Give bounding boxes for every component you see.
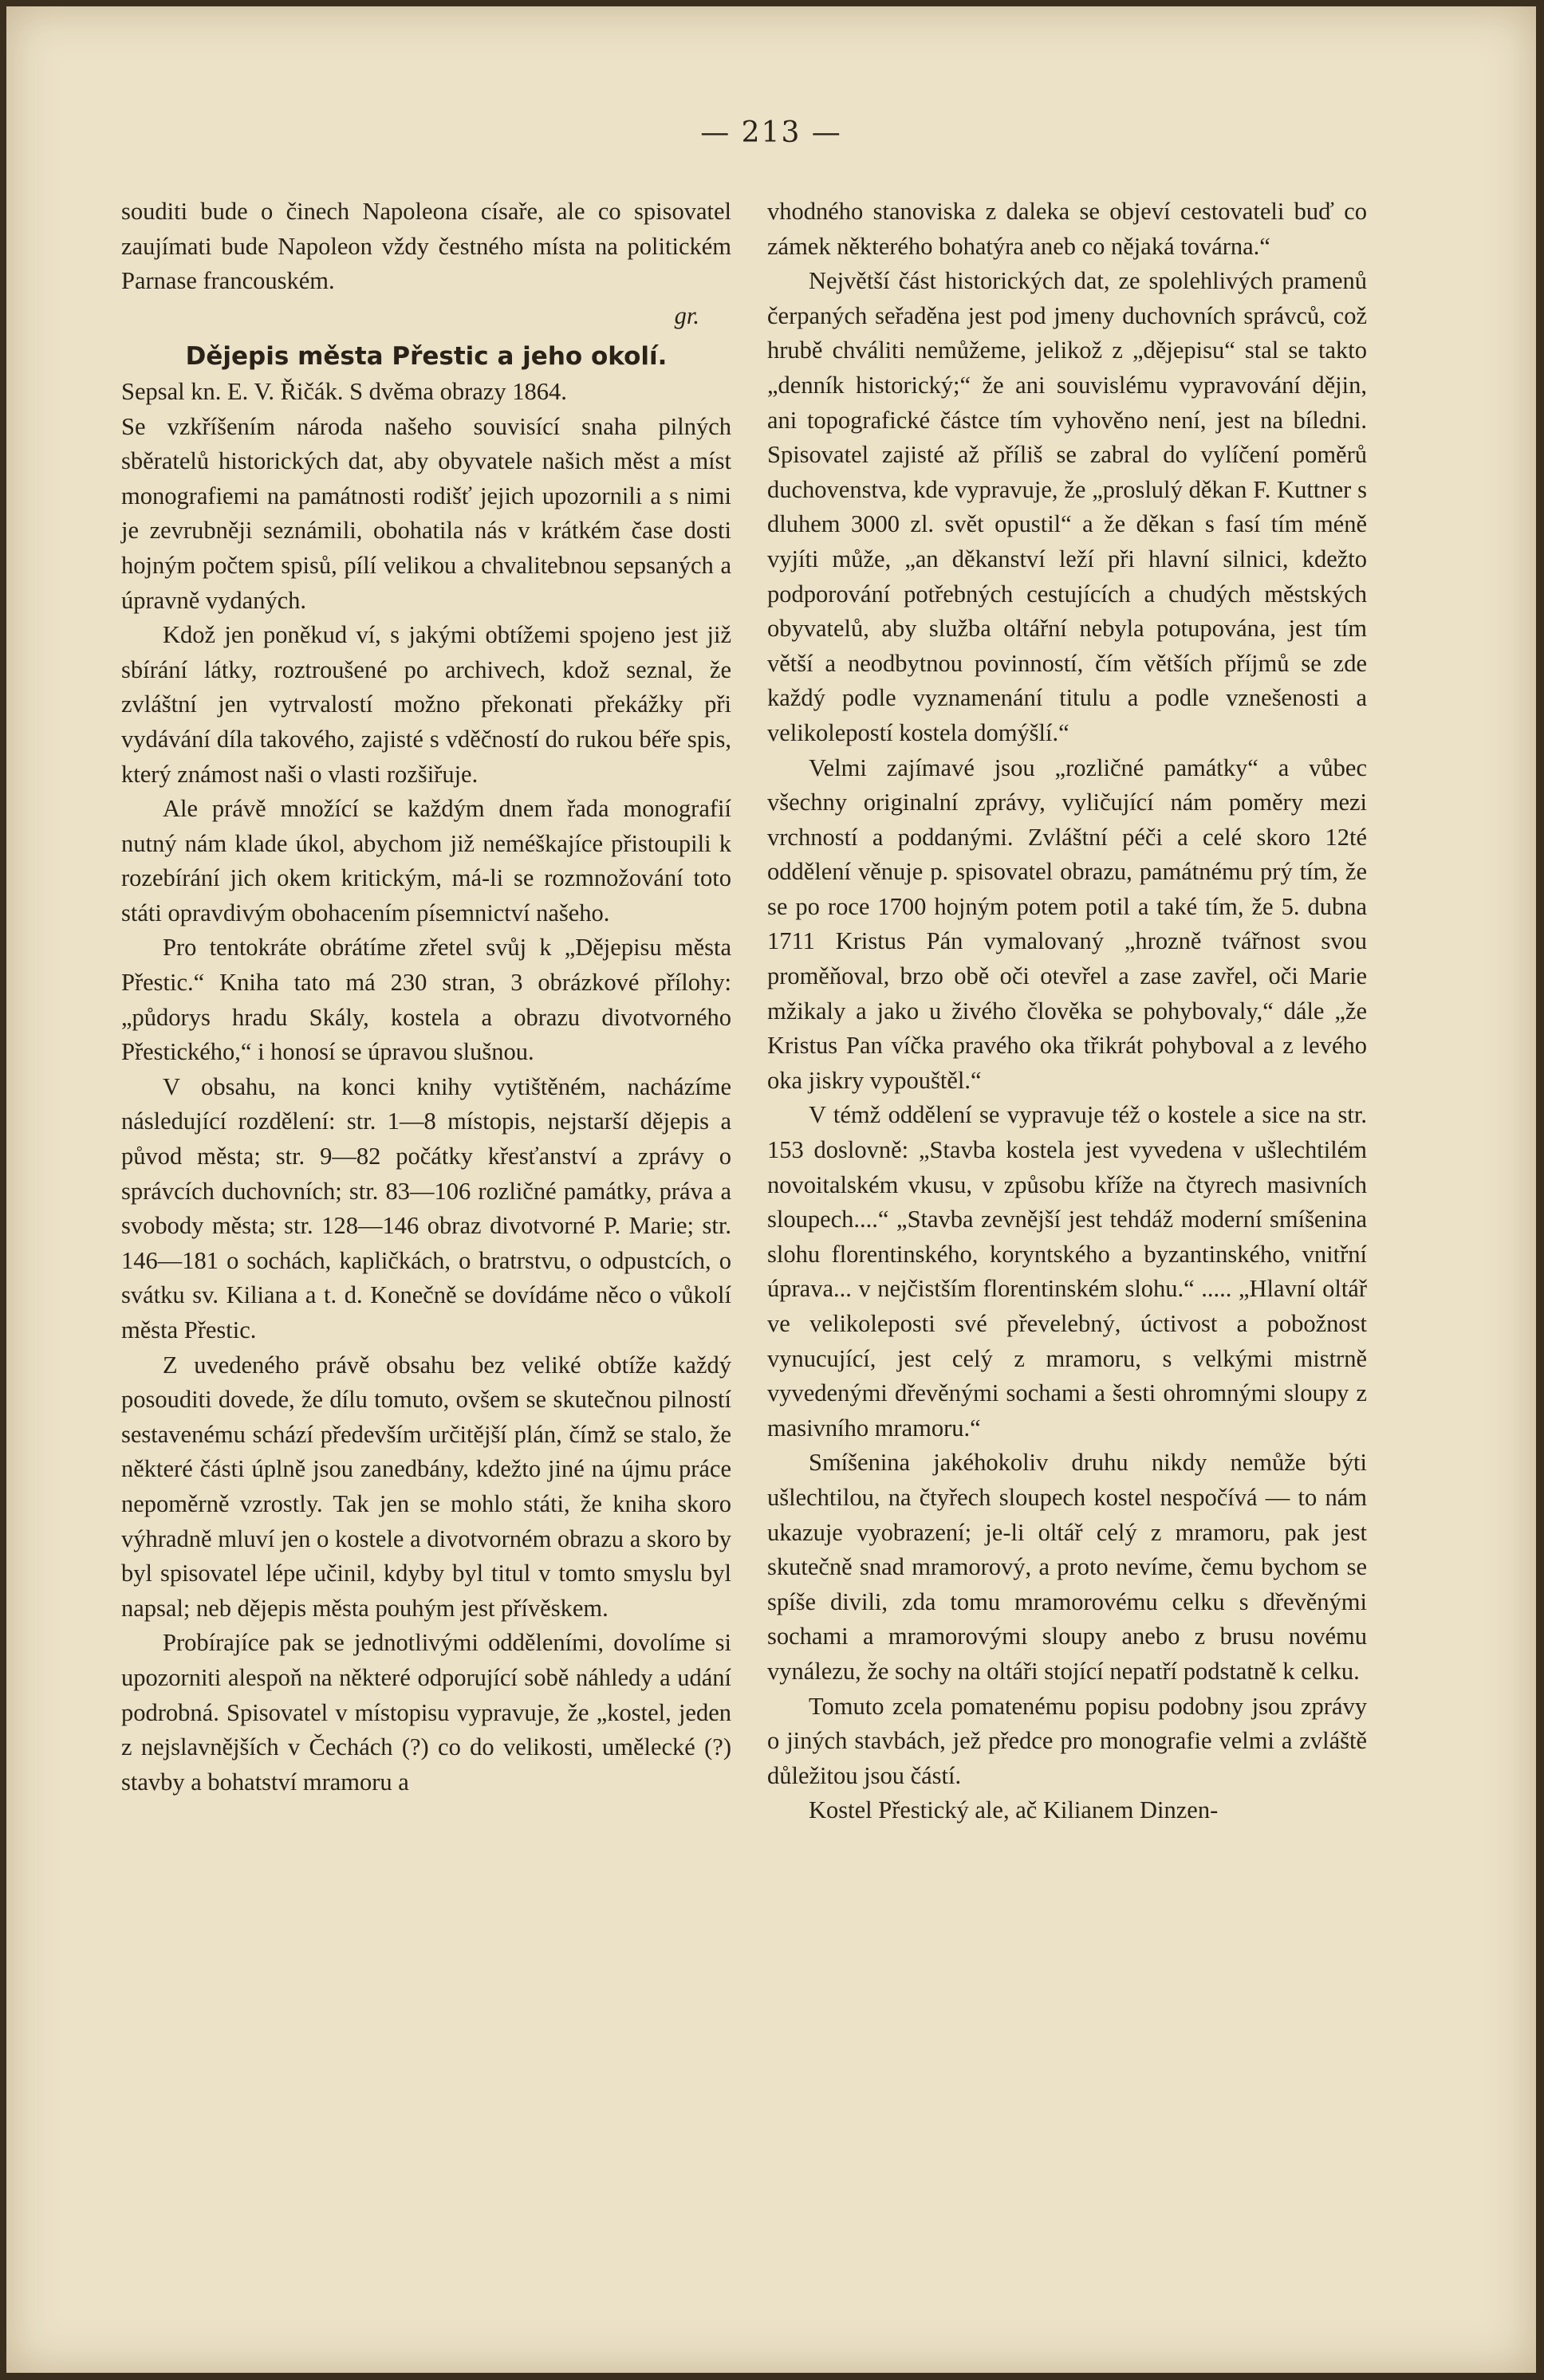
review-title: Dějepis města Přestic a jeho okolí. [185, 342, 668, 372]
page-number: — 213 — [700, 116, 842, 149]
left-column [121, 195, 731, 1800]
paragraph: Smíšenina jakéhokoliv druhu nikdy nemůže býti ušlechtilou, na čtyřech sloupech kostel nespočívá — to nám ukazuje vyobrazení; je-li oltář celý z mramoru, pak jest skutečně snad mramorový, a proto nevíme, čemu bychom se spíše divili, zda tomu mramorovému celku s dřevěnými sochami a mramorovými sloupy anebo z brusu novému vynálezu, že sochy na oltáři stojící nepatří podstatně k celku. [767, 1449, 1367, 1685]
paragraph: Kdož jen poněkud ví, s jakými obtížemi spojeno jest již sbírání látky, roztroušené po archivech, kdož seznal, že zvláštní jen vytrvalostí možno překonati překážky při vydávání díla takového, zajisté s vděčností do rukou béře spis, který známost naši o vlasti rozšiřuje. [121, 621, 731, 788]
paragraph: vhodného stanoviska z daleka se objeví cestovateli buď co zámek některého bohatýra aneb co nějaká továrna.“ [767, 198, 1367, 260]
right-column [767, 195, 1367, 1828]
paragraph: V obsahu, na konci knihy vytištěném, nacházíme následující rozdělení: str. 1—8 místopis, nejstarší dějepis a původ města; str. 9—82 počátky křesťanství a zprávy o správcích duchovních; str. 83—106 rozličné památky, práva a svobody města; str. 128—146 obraz divotvorné P. Marie; str. 146—181 o sochách, kapličkách, o bratrstvu, o odpustcích, o svátku sv. Kiliana a t. d. Konečně se dovídáme něco o vůkolí města Přestic. [121, 1072, 731, 1343]
paragraph: Ale právě množící se každým dnem řada monografií nutný nám klade úkol, abychom již neméškajíce přistoupili k rozebírání jich okem kritickým, má-li se rozmnožování toto státi opravdivým obohacením písemnictví našeho. [121, 795, 731, 926]
paragraph: Kostel Přestický ale, ač Kilianem Dinzen- [809, 1796, 1219, 1824]
paragraph: Největší část historických dat, ze spolehlivých pramenů čerpaných seřaděna jest pod jmeny duchovních správců, což hrubě chváliti nemůžeme, jelikož z „dějepisu“ stal se takto „denník historický;“ že ani souvislému vypravování dějin, ani topografické částce tím vyhověno není, jest na bíledni. Spisovatel zajisté až příliš se zabral do vylíčení poměrů duchovenstva, kde vypravuje, že „proslulý děkan F. Kuttner s dluhem 3000 zl. svět opustil“ a že děkan s fasí tím méně vyjíti může, „an děkanství leží při hlavní silnici, kdežto podporování potřebných cestujících a chudých městských obyvatelů, aby služba oltářní nebyla potupována, jest tím větší a neodbytnou povinností, čím větších příjmů se zde každý podle vyznamenání titulu a podle vznešenosti a velikolepostí kostela domýšlí.“ [767, 267, 1367, 746]
page [6, 6, 1536, 2373]
paragraph: V témž oddělení se vypravuje též o kostele a sice na str. 153 doslovně: „Stavba kostela jest vyvedena v ušlechtilém novoitalském vkusu, v způsobu kříže na čtyrech masivních sloupech....“ „Stavba zevnější jest tehdáž moderní smíšenina slohu florentinského, koryntského a byzantinského, vnitřní úprava... v nejčistším florentinském slohu.“ ..... „Hlavní oltář ve velikoleposti své převelebný, úctivost a pobožnost vynucující, jest celý z mramoru, s velkými mistrně vyvedenými dřevěnými sochami a šesti ohromnými sloupy z masivního mramoru.“ [767, 1101, 1367, 1442]
paragraph: Pro tentokráte obrátíme zřetel svůj k „Dějepisu města Přestic.“ Kniha tato má 230 stran, 3 obrázkové přílohy: „půdorys hradu Skály, kostela a obrazu divotvorného Přestického,“ i honosí se úpravou slušnou. [121, 934, 731, 1066]
paragraph: Tomuto zcela pomatenému popisu podobny jsou zprávy o jiných stavbách, jež předce pro monografie velmi a zvláště důležitou jsou částí. [767, 1692, 1367, 1789]
review-meta: Sepsal kn. E. V. Řičák. S dvěma obrazy 1864. [121, 377, 567, 405]
author-signature: gr. [674, 301, 699, 329]
paragraph: souditi bude o činech Napoleona císaře, ale co spisovatel zaujímati bude Napoleon vždy čestného místa na politickém Parnase francouském. [121, 198, 731, 295]
paragraph: Se vzkříšením národa našeho souvisící snaha pilných sběratelů historických dat, aby obyvatele našich měst a míst monografiemi na památnosti rodišť jejich upozornili a s nimi je zevrubněji seznámili, obohatila nás v krátkém čase dosti hojným počtem spisů, pílí velikou a chvalitebnou sepsaných a úpravně vydaných. [121, 412, 731, 614]
paragraph: Z uvedeného právě obsahu bez veliké obtíže každý posouditi dovede, že dílu tomuto, ovšem se skutečnou pilností sestavenému schází především určitější plán, čímž se stalo, že některé části úplně jsou zanedbány, kdežto jiné na újmu práce nepoměrně vzrostly. Tak jen se mohlo státi, že kniha skoro výhradně mluví jen o kostele a divotvorném obrazu a skoro by byl spisovatel lépe učinil, kdyby byl titul v tomto smyslu byl napsal; neb dějepis města pouhým jest přívěskem. [121, 1351, 731, 1622]
paragraph: Probírajíce pak se jednotlivými odděleními, dovolíme si upozorniti alespoň na některé odporující sobě náhledy a udání podrobná. Spisovatel v místopisu vypravuje, že „kostel, jeden z nejslavnějších v Čechách (?) co do velikosti, umělecké (?) stavby a bohatství mramoru a [121, 1629, 731, 1796]
paragraph: Velmi zajímavé jsou „rozličné památky“ a vůbec všechny originalní zprávy, vyličující nám poměry mezi vrchností a poddanými. Zvláštní péči a celé skoro 12té oddělení věnuje p. spisovatel obrazu, památnému prý tím, že se po roce 1700 hojným potem potil a také tím, že 5. dubna 1711 Kristus Pán vymalovaný „hrozně tvářnost svou proměňoval, brzo obě oči otevřel a zase zavřel, oči Marie mžikaly a jako u živého člověka se pohybovaly,“ dále „že Kristus Pan víčka pravého oka třikrát pohyboval a z levého oka jiskry vypouštěl.“ [767, 753, 1367, 1094]
